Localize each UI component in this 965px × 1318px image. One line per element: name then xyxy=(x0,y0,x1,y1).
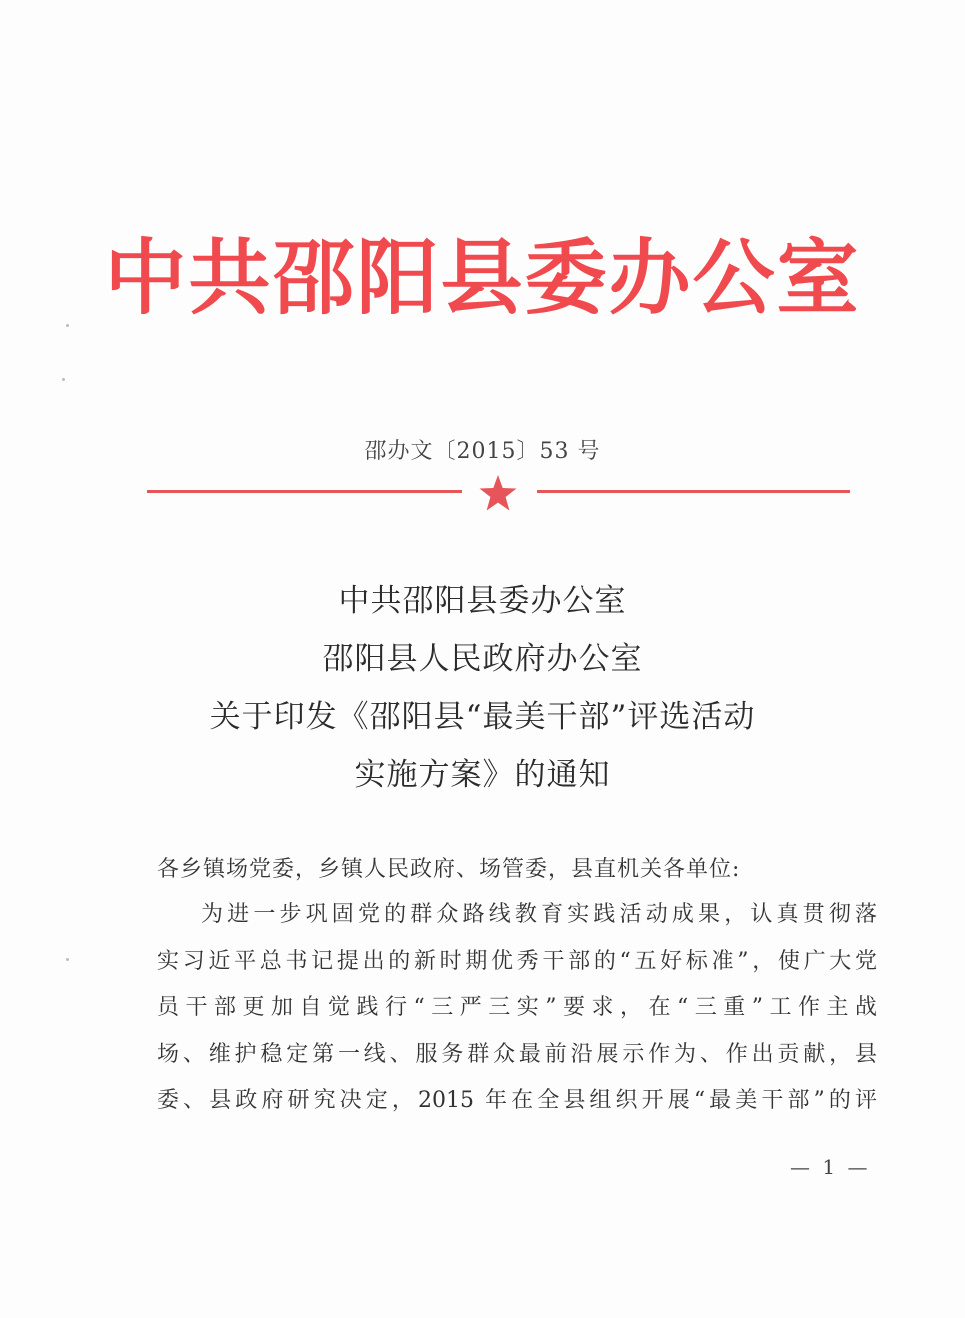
notice-title xyxy=(0,572,965,804)
scan-speck xyxy=(66,324,69,327)
masthead-title: 中共邵阳县委办公室 xyxy=(104,231,861,326)
body-paragraph xyxy=(157,892,877,1125)
body-line: 为进一步巩固党的群众路线教育实践活动成果，认真贯彻落 xyxy=(201,902,877,927)
title-line: 实施方案》的通知 xyxy=(354,757,611,793)
body-line: 场、维护稳定第一线、服务群众最前沿展示作为、作出贡献，县 xyxy=(157,1041,877,1067)
document-number: 邵办文〔2015〕53 号 xyxy=(364,439,601,464)
body-line: 委、县政府研究决定，2015 年在全县组织开展“最美干部”的评 xyxy=(157,1088,877,1113)
red-rule-left xyxy=(147,490,462,493)
salutation: 各乡镇场党委，乡镇人民政府、场管委，县直机关各单位: xyxy=(157,857,741,882)
body-line: 员干部更加自觉践行“三严三实”要求，在“三重”工作主战 xyxy=(157,995,877,1020)
body-line: 实习近平总书记提出的新时期优秀干部的“五好标准”，使广大党 xyxy=(157,948,877,974)
page-number: — 1 — xyxy=(790,1155,871,1179)
scan-speck xyxy=(66,958,69,961)
red-rule-right xyxy=(537,490,850,493)
title-line: 中共邵阳县委办公室 xyxy=(338,583,627,619)
title-line: 邵阳县人民政府办公室 xyxy=(322,641,643,677)
title-line: 关于印发《邵阳县“最美干部”评选活动 xyxy=(209,699,756,735)
red-star-icon xyxy=(478,473,518,513)
scan-speck xyxy=(62,378,65,381)
